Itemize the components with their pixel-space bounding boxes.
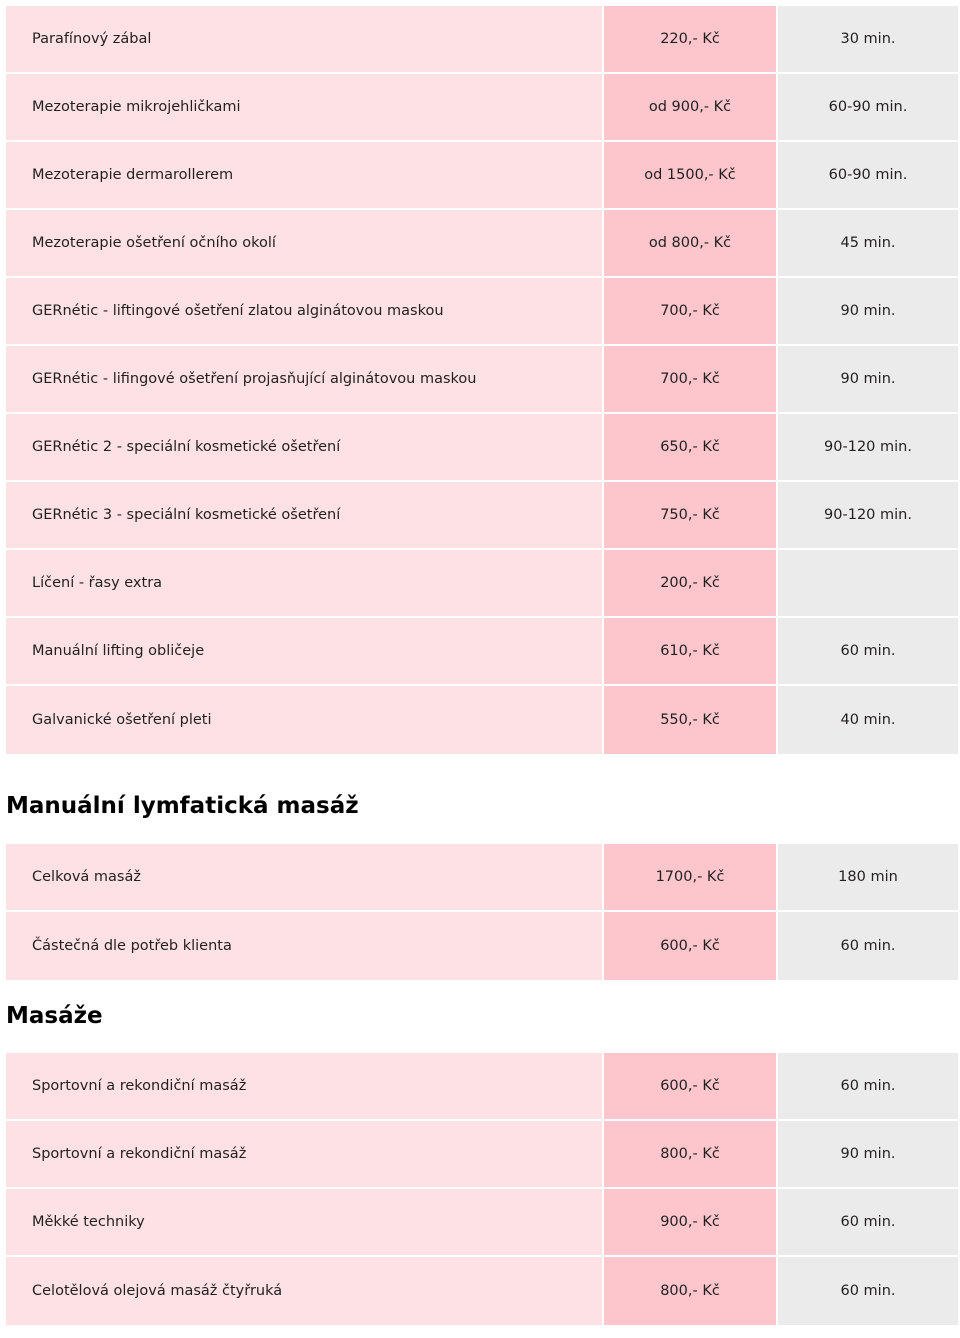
service-price: 600,- Kč (604, 912, 778, 980)
service-name: Mezoterapie mikrojehličkami (6, 74, 604, 142)
price-table-body (6, 6, 958, 754)
service-price: 610,- Kč (604, 618, 778, 686)
cosmetic-treatments-section (6, 6, 958, 754)
service-price: 700,- Kč (604, 278, 778, 346)
service-duration: 60 min. (778, 1189, 958, 1257)
section-heading-massages: Masáže (6, 1003, 103, 1029)
service-duration: 90-120 min. (778, 414, 958, 482)
service-name: Částečná dle potřeb klienta (6, 912, 604, 980)
service-name: Mezoterapie dermarollerem (6, 142, 604, 210)
service-price: od 1500,- Kč (604, 142, 778, 210)
service-name: Celková masáž (6, 844, 604, 912)
service-name: Galvanické ošetření pleti (6, 686, 604, 754)
service-price: 200,- Kč (604, 550, 778, 618)
service-duration: 90 min. (778, 1121, 958, 1189)
service-duration: 60-90 min. (778, 142, 958, 210)
service-duration: 90 min. (778, 278, 958, 346)
price-row (6, 550, 958, 618)
service-duration: 60-90 min. (778, 74, 958, 142)
service-name: Sportovní a rekondiční masáž (6, 1121, 604, 1189)
service-duration: 60 min. (778, 1053, 958, 1121)
service-price: 800,- Kč (604, 1257, 778, 1325)
price-row (6, 1053, 958, 1121)
service-price: 800,- Kč (604, 1121, 778, 1189)
price-table-body (6, 844, 958, 980)
service-duration: 40 min. (778, 686, 958, 754)
service-duration: 30 min. (778, 6, 958, 74)
service-name: GERnétic - lifingové ošetření projasňující alginátovou maskou (6, 346, 604, 414)
service-duration: 90 min. (778, 346, 958, 414)
price-table (6, 1053, 958, 1325)
price-row (6, 1121, 958, 1189)
service-price: 1700,- Kč (604, 844, 778, 912)
service-duration: 60 min. (778, 912, 958, 980)
price-table-body (6, 1053, 958, 1325)
price-table (6, 6, 958, 754)
price-row (6, 1257, 958, 1325)
service-name: Líčení - řasy extra (6, 550, 604, 618)
price-table (6, 844, 958, 980)
price-row (6, 414, 958, 482)
price-row (6, 278, 958, 346)
service-duration: 90-120 min. (778, 482, 958, 550)
price-row (6, 482, 958, 550)
service-name: Měkké techniky (6, 1189, 604, 1257)
service-duration (778, 550, 958, 618)
price-row (6, 142, 958, 210)
service-price: 550,- Kč (604, 686, 778, 754)
service-duration: 60 min. (778, 1257, 958, 1325)
service-price: 600,- Kč (604, 1053, 778, 1121)
price-row (6, 74, 958, 142)
price-row (6, 1189, 958, 1257)
service-price: od 800,- Kč (604, 210, 778, 278)
service-name: Parafínový zábal (6, 6, 604, 74)
price-row (6, 618, 958, 686)
service-duration: 45 min. (778, 210, 958, 278)
section-heading-lymphatic-massage: Manuální lymfatická masáž (6, 793, 359, 819)
service-name: GERnétic 2 - speciální kosmetické ošetření (6, 414, 604, 482)
lymphatic-massage-section (6, 844, 958, 980)
service-name: Manuální lifting obličeje (6, 618, 604, 686)
service-price: 750,- Kč (604, 482, 778, 550)
price-row (6, 912, 958, 980)
service-price: 220,- Kč (604, 6, 778, 74)
price-row (6, 346, 958, 414)
price-row (6, 686, 958, 754)
service-duration: 180 min (778, 844, 958, 912)
service-name: Mezoterapie ošetření očního okolí (6, 210, 604, 278)
service-price: 900,- Kč (604, 1189, 778, 1257)
service-price: 700,- Kč (604, 346, 778, 414)
price-row (6, 6, 958, 74)
service-name: GERnétic - liftingové ošetření zlatou alginátovou maskou (6, 278, 604, 346)
price-row (6, 844, 958, 912)
price-row (6, 210, 958, 278)
service-price: 650,- Kč (604, 414, 778, 482)
service-price: od 900,- Kč (604, 74, 778, 142)
massages-section (6, 1053, 958, 1325)
service-name: GERnétic 3 - speciální kosmetické ošetření (6, 482, 604, 550)
service-name: Celotělová olejová masáž čtyřruká (6, 1257, 604, 1325)
service-duration: 60 min. (778, 618, 958, 686)
service-name: Sportovní a rekondiční masáž (6, 1053, 604, 1121)
